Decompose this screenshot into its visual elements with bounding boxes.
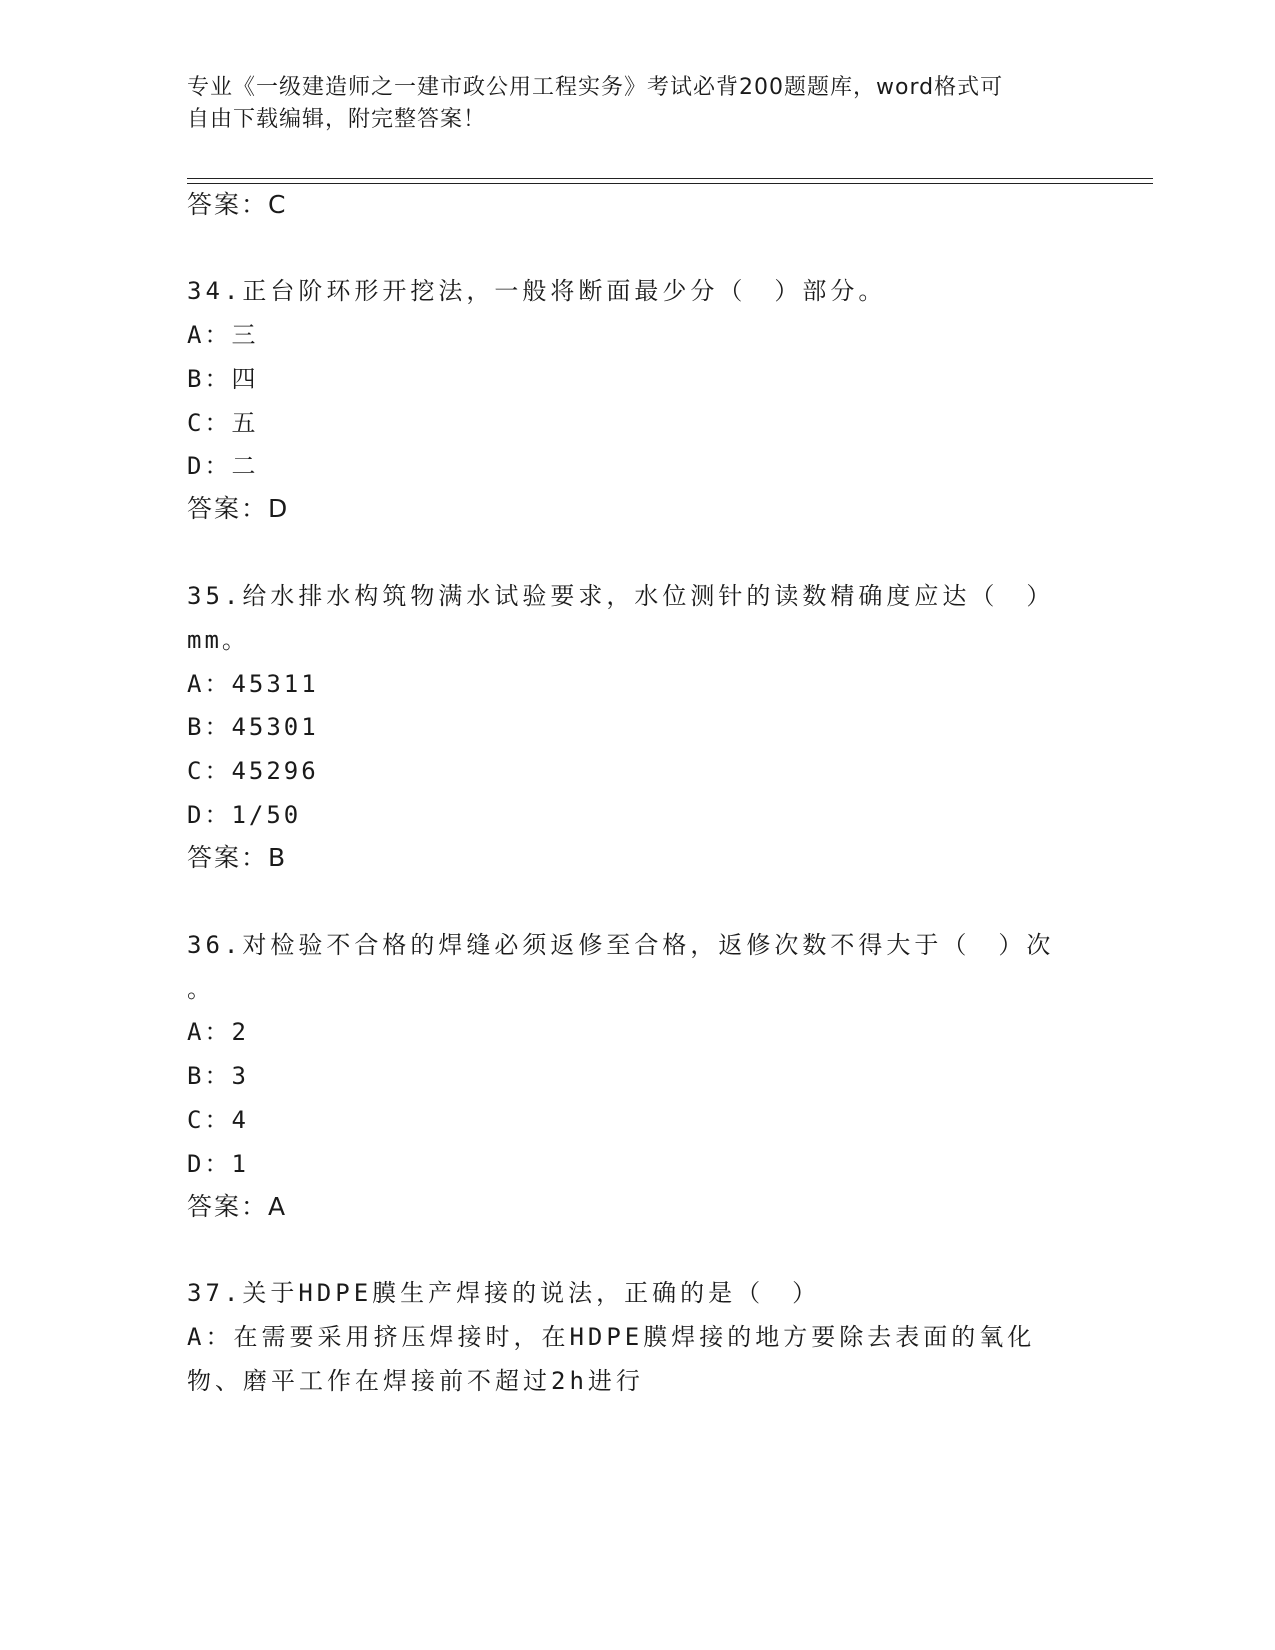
answer-value: A <box>268 1192 288 1221</box>
question-36-option-d: D：1 <box>187 1150 249 1178</box>
question-34-option-d: D：二 <box>187 452 259 480</box>
question-35-text-continued: mm。 <box>187 626 249 654</box>
question-36-option-c: C：4 <box>187 1106 249 1134</box>
question-37-option-a-continued: 物、磨平工作在焊接前不超过2h进行 <box>187 1367 644 1395</box>
header-divider-bottom <box>187 183 1153 184</box>
answer-label: 答案： <box>187 494 269 523</box>
answer-label: 答案： <box>187 190 269 219</box>
question-34-option-b: B：四 <box>187 365 259 393</box>
question-34-answer <box>187 494 289 524</box>
document-header <box>187 72 1067 136</box>
header-line-1: 专业《一级建造师之一建市政公用工程实务》考试必背200题题库，word格式可 <box>187 75 1004 100</box>
question-35-text: 35.给水排水构筑物满水试验要求，水位测针的读数精确度应达（ ） <box>187 582 1055 610</box>
question-34-option-a: A：三 <box>187 321 259 349</box>
question-36-text: 36.对检验不合格的焊缝必须返修至合格，返修次数不得大于（ ）次 <box>187 931 1055 959</box>
answer-value: C <box>268 190 288 219</box>
answer-line-prev <box>187 190 287 220</box>
answer-label: 答案： <box>187 1192 269 1221</box>
question-36-text-continued: 。 <box>187 975 214 1003</box>
answer-value: D <box>268 494 290 523</box>
question-35-option-d: D：1/50 <box>187 801 302 829</box>
question-34-text: 34.正台阶环形开挖法，一般将断面最少分（ ）部分。 <box>187 277 887 305</box>
answer-label: 答案： <box>187 843 269 872</box>
question-35-option-c: C：45296 <box>187 757 319 785</box>
header-line-2: 自由下载编辑，附完整答案！ <box>187 107 487 132</box>
question-34-option-c: C：五 <box>187 409 259 437</box>
question-36-answer <box>187 1192 287 1222</box>
header-divider-top <box>187 178 1153 179</box>
question-36-option-b: B：3 <box>187 1062 249 1090</box>
answer-value: B <box>268 843 288 872</box>
question-35-option-a: A：45311 <box>187 670 319 698</box>
question-36-option-a: A：2 <box>187 1018 249 1046</box>
question-35-answer <box>187 843 287 873</box>
question-37-text: 37.关于HDPE膜生产焊接的说法，正确的是（ ） <box>187 1279 821 1307</box>
question-35-option-b: B：45301 <box>187 713 319 741</box>
question-37-option-a: A：在需要采用挤压焊接时，在HDPE膜焊接的地方要除去表面的氧化 <box>187 1323 1036 1351</box>
